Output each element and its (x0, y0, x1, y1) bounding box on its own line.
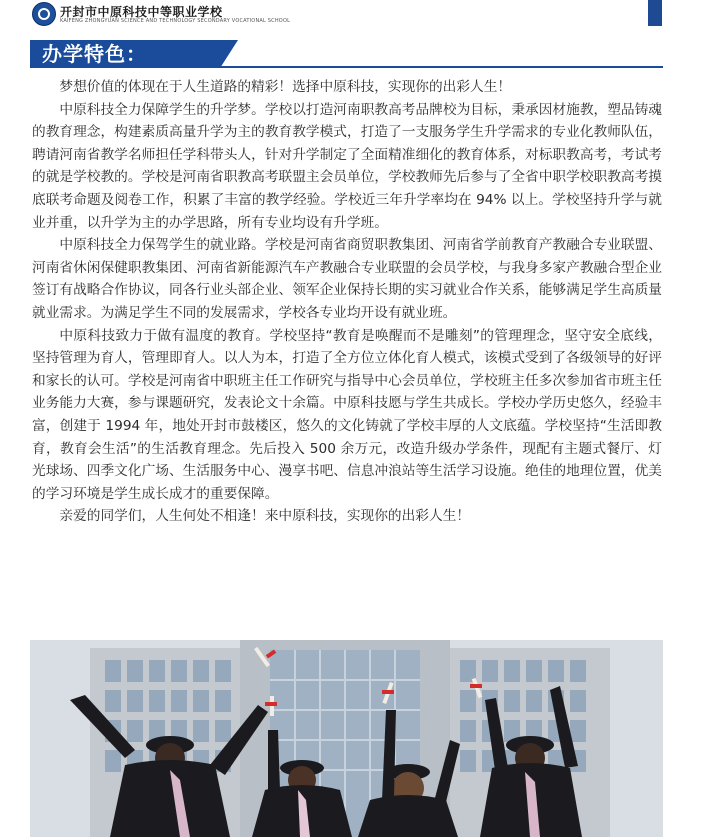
paragraph-closing: 亲爱的同学们，人生何处不相逢！来中原科技，实现你的出彩人生！ (59, 508, 471, 525)
article-body (32, 76, 662, 528)
page-header (0, 0, 704, 30)
paragraph-warm-education: 中原科技致力于做有温度的教育。学校坚持“教育是唤醒而不是雕刻”的管理理念，坚守安全底线，坚持管理为育人，管理即育人。以人为本，打造了全方位立体化育人模式，该模式受到了各级领导的好评和家长的认可。学校是河南省中职班主任工作研究与指导中心会员单位，学校班主任多次参加省市班主任业务能力大赛，参与课题研究，发表论文十余篇。中原科技愿与学生共成长。学校办学历史悠久，经验丰富，创建于 1994 年，地处开封市鼓楼区，悠久的文化铸就了学校丰厚的人文底蕴。学校坚持“生活即教育，教育会生活”的生活教育理念。先后投入 500 余万元，改造升级办学条件，现配有主题式餐厅、灯光球场、四季文化广场、生活服务中心、漫享书吧、信息冲浪站等生活学习设施。绝佳的地理位置，优美的学习环境是学生成长成才的重要保障。 (32, 327, 662, 502)
section-title: 办学特色： (42, 42, 147, 66)
school-emblem-icon (32, 2, 56, 26)
corner-accent-block (648, 0, 662, 26)
school-name: 开封市中原科技中等职业学校 (60, 5, 223, 19)
paragraph-employment: 中原科技全力保驾学生的就业路。学校是河南省商贸职教集团、河南省学前教育产教融合专业联盟、河南省休闲保健职教集团、河南省新能源汽车产教融合专业联盟的会员学校，与我身多家产教融合型企业签订有战略合作协议，同各行业头部企业、领军企业保持长期的实习就业合作关系，能够满足学生高质量就业需求。为满足学生不同的发展需求，学校各专业均开设有就业班。 (32, 237, 662, 321)
paragraph-intro: 梦想价值的体现在于人生道路的精彩！选择中原科技，实现你的出彩人生！ (59, 79, 512, 95)
section-divider (30, 66, 663, 68)
paragraph-further-study: 中原科技全力保障学生的升学梦。学校以打造河南职教高考品牌校为目标，秉承因材施教，塑品铸魂的教育理念，构建素质高量升学为主的教育教学模式，打造了一支服务学生升学需求的专业化教师队伍，聘请河南省教学名师担任学科带头人，针对升学制定了全面精准细化的教育体系，对标职教高考，考试考的就是学校教的。学校是河南省职教高考联盟主会员单位，学校教师先后参与了全省中职学校职教高考摸底联考命题及阅卷工作，积累了丰富的教学经验。学校近三年升学率均在 94% 以上。学校坚持升学与就业并重，以升学为主的办学思路，所有专业均设有升学班。 (32, 101, 662, 231)
graduates-tossing-caps-photo (30, 640, 663, 837)
school-name-en: KAIFENG ZHONGYUAN SCIENCE AND TECHNOLOGY SECONDARY VOCATIONAL SCHOOL (60, 18, 291, 24)
